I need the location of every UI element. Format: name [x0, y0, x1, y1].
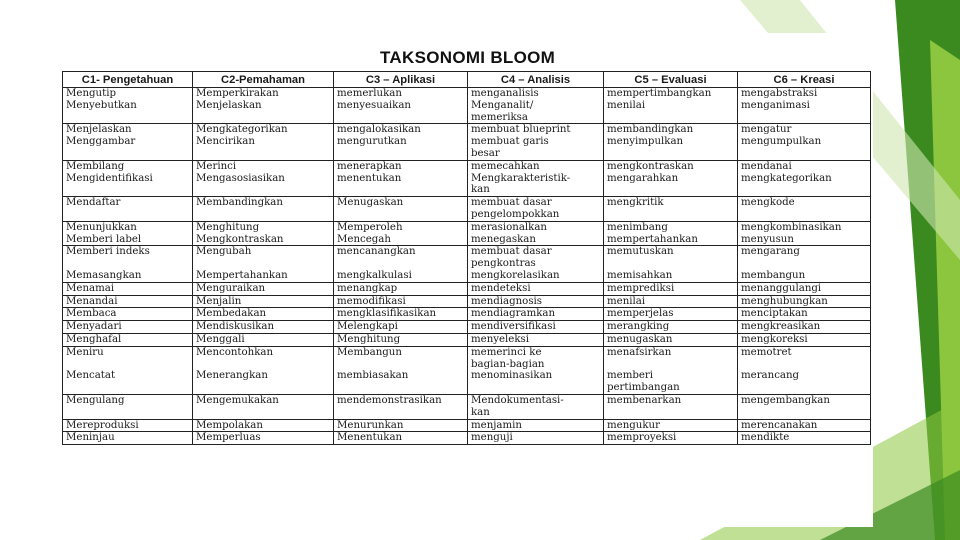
table-cell-c2	[193, 333, 334, 346]
cell-text: menentukan	[337, 172, 402, 184]
cell-text: Menghitung	[337, 333, 401, 345]
table-cell-c2	[193, 124, 334, 136]
cell-text: mengkorelasikan	[471, 269, 560, 281]
table-cell-c2	[193, 432, 334, 445]
table-cell-c5	[604, 124, 738, 136]
cell-text: mengabstraksi	[741, 88, 818, 99]
cell-text: Membandingkan	[196, 197, 283, 209]
cell-text: mendiagnosis	[471, 295, 543, 307]
cell-text: menugaskan	[607, 333, 673, 345]
table-cell-c1	[63, 136, 193, 160]
cell-text: Membangun	[337, 346, 402, 358]
table-cell-c2	[193, 221, 334, 233]
cell-text: Menyebutkan	[66, 99, 137, 111]
cell-text: Mengutip	[66, 88, 116, 99]
table-row	[63, 346, 871, 370]
header-c1: C1- Pengetahuan	[63, 72, 193, 88]
table-cell-c5	[604, 246, 738, 270]
cell-text: mengkalkulasi	[337, 269, 412, 281]
cell-text: memutuskan	[607, 246, 674, 258]
table-cell-c5	[604, 346, 738, 370]
cell-text: mengkoreksi	[741, 333, 808, 345]
table-row	[63, 419, 871, 432]
table-cell-c5	[604, 197, 738, 222]
cell-text: Mencegah	[337, 233, 391, 245]
cell-text: Menentukan	[337, 432, 403, 444]
table-cell-c6	[738, 394, 871, 419]
cell-text: menerapkan	[337, 160, 402, 172]
table-cell-c1	[63, 270, 193, 282]
table-cell-c4	[468, 173, 604, 197]
cell-text: mengurutkan	[337, 136, 407, 148]
cell-text: menguji	[471, 432, 513, 444]
cell-text: merencanakan	[741, 419, 818, 431]
table-cell-c5	[604, 333, 738, 346]
table-cell-c5	[604, 370, 738, 394]
cell-text: Memberi indeks	[66, 246, 150, 258]
header-row	[63, 72, 871, 88]
cell-text: menciptakan	[741, 308, 808, 320]
table-cell-c3	[334, 321, 468, 334]
table-cell-c6	[738, 173, 871, 197]
cell-text: membuat dasar	[471, 246, 552, 258]
cell-text: memerlukan	[337, 88, 402, 99]
table-cell-c3	[334, 270, 468, 282]
cell-text: mengklasifikasikan	[337, 308, 437, 320]
table-cell-c1	[63, 321, 193, 334]
cell-text: Menamai	[66, 282, 115, 294]
cell-text: Menjelaskan	[66, 124, 132, 136]
cell-text: mendanai	[741, 160, 792, 172]
cell-text: menanggulangi	[741, 282, 822, 294]
cell-text: Mengkategorikan	[196, 124, 288, 136]
table-cell-c1	[63, 124, 193, 136]
cell-text: Mengkarakteristik-	[471, 172, 571, 184]
table-cell-c4	[468, 136, 604, 160]
cell-text: mengarang	[741, 246, 800, 258]
cell-text: mendiagramkan	[471, 308, 556, 320]
cell-text: menyeleksi	[471, 333, 529, 345]
cell-text: membandingkan	[607, 124, 694, 136]
cell-text: menominasikan	[471, 370, 553, 382]
cell-text: mempertimbangkan	[607, 88, 712, 99]
table-cell-c6	[738, 295, 871, 308]
table-cell-c6	[738, 308, 871, 321]
table-cell-c6	[738, 88, 871, 100]
table-cell-c2	[193, 197, 334, 222]
table-cell-c6	[738, 321, 871, 334]
cell-text: Membedakan	[196, 308, 267, 320]
cell-text: menjamin	[471, 419, 522, 431]
table-cell-c3	[334, 88, 468, 100]
table-cell-c5	[604, 419, 738, 432]
cell-text: Mengulang	[66, 394, 125, 406]
table-cell-c5	[604, 295, 738, 308]
cell-text: menimbang	[607, 221, 668, 233]
cell-text: menyusun	[741, 233, 794, 245]
table-row	[63, 308, 871, 321]
table-cell-c2	[193, 346, 334, 370]
table-cell-c6	[738, 419, 871, 432]
cell-text: Mendaftar	[66, 197, 121, 209]
page-title: TAKSONOMI BLOOM	[380, 48, 556, 67]
table-cell-c5	[604, 136, 738, 160]
table-cell-c4	[468, 432, 604, 445]
table-cell-c1	[63, 221, 193, 233]
table-cell-c5	[604, 221, 738, 233]
table-cell-c4	[468, 308, 604, 321]
cell-text: mencanangkan	[337, 246, 416, 258]
table-row	[63, 333, 871, 346]
table-cell-c6	[738, 197, 871, 222]
header-c4: C4 – Analisis	[468, 72, 604, 88]
cell-text: mengukur	[607, 419, 660, 431]
cell-text: memecahkan	[471, 160, 540, 172]
cell-text: Menganalit/	[471, 99, 534, 111]
cell-text: pengelompokkan	[471, 208, 560, 220]
table-cell-c5	[604, 173, 738, 197]
cell-text: Mereproduksi	[66, 419, 139, 431]
table-cell-c2	[193, 295, 334, 308]
cell-text: mengkontraskan	[607, 160, 694, 172]
cell-text: Memasangkan	[66, 269, 142, 281]
cell-text: memotret	[741, 346, 792, 358]
table-body	[63, 88, 871, 445]
table-cell-c4	[468, 234, 604, 246]
cell-text: mengkreasikan	[741, 321, 821, 333]
table-cell-c4	[468, 221, 604, 233]
header-c3: C3 – Aplikasi	[334, 72, 468, 88]
cell-text: memperjelas	[607, 308, 674, 320]
table-cell-c3	[334, 100, 468, 124]
table-row	[63, 124, 871, 136]
cell-text: mengkode	[741, 197, 795, 209]
table-cell-c5	[604, 432, 738, 445]
table-cell-c1	[63, 246, 193, 270]
table-cell-c3	[334, 295, 468, 308]
cell-text: merancang	[741, 370, 800, 382]
table-cell-c4	[468, 295, 604, 308]
cell-text: Merinci	[196, 160, 237, 172]
cell-text: Menguraikan	[196, 282, 266, 294]
table-row	[63, 246, 871, 270]
table-cell-c2	[193, 419, 334, 432]
table-cell-c3	[334, 173, 468, 197]
cell-text: Mengkontraskan	[196, 233, 284, 245]
table-row	[63, 370, 871, 394]
table-cell-c3	[334, 197, 468, 222]
cell-text: membenarkan	[607, 394, 682, 406]
cell-text: Menghafal	[66, 333, 122, 345]
table-cell-c3	[334, 346, 468, 370]
cell-text: memerinci ke	[471, 346, 542, 358]
cell-text: Menggali	[196, 333, 245, 345]
table-cell-c3	[334, 432, 468, 445]
table-cell-c4	[468, 124, 604, 136]
table-row	[63, 100, 871, 124]
cell-text: mendeteksi	[471, 282, 531, 294]
cell-text: Mengubah	[196, 246, 252, 258]
cell-text: memberi	[607, 370, 654, 382]
cell-text: membuat garis	[471, 136, 549, 148]
cell-text: Mendiskusikan	[196, 321, 275, 333]
table-cell-c4	[468, 333, 604, 346]
cell-text: mengkategorikan	[741, 172, 832, 184]
cell-text: Memperoleh	[337, 221, 403, 233]
table-header	[63, 72, 871, 88]
cell-text: membiasakan	[337, 370, 409, 382]
table-cell-c1	[63, 173, 193, 197]
cell-text: Menjalin	[196, 295, 242, 307]
table-row	[63, 136, 871, 160]
cell-text: Mengidentifikasi	[66, 172, 153, 184]
table-cell-c6	[738, 246, 871, 270]
table-cell-c3	[334, 234, 468, 246]
table-cell-c3	[334, 370, 468, 394]
cell-text: memeriksa	[471, 111, 528, 123]
table-row	[63, 282, 871, 295]
table-cell-c6	[738, 282, 871, 295]
table-cell-c3	[334, 394, 468, 419]
table-cell-c2	[193, 370, 334, 394]
table-cell-c1	[63, 346, 193, 370]
cell-text: pertimbangan	[607, 382, 680, 394]
cell-text: menganalisis	[471, 88, 539, 99]
table-cell-c1	[63, 160, 193, 172]
cell-text: Meninjau	[66, 432, 115, 444]
table-row	[63, 221, 871, 233]
table-cell-c4	[468, 394, 604, 419]
table-cell-c6	[738, 234, 871, 246]
cell-text: Menugaskan	[337, 197, 404, 209]
table-cell-c4	[468, 370, 604, 394]
table-cell-c6	[738, 270, 871, 282]
table-cell-c6	[738, 221, 871, 233]
table-cell-c2	[193, 234, 334, 246]
table-row	[63, 295, 871, 308]
table-cell-c1	[63, 197, 193, 222]
table-cell-c3	[334, 136, 468, 160]
cell-text: menyimpulkan	[607, 136, 684, 148]
table-cell-c1	[63, 419, 193, 432]
cell-text: memprediksi	[607, 282, 675, 294]
cell-text: menghubungkan	[741, 295, 828, 307]
cell-text: menilai	[607, 295, 646, 307]
table-cell-c2	[193, 136, 334, 160]
table-cell-c2	[193, 173, 334, 197]
table-cell-c1	[63, 432, 193, 445]
table-cell-c2	[193, 308, 334, 321]
cell-text: Mempolakan	[196, 419, 263, 431]
cell-text: menafsirkan	[607, 346, 672, 358]
table-cell-c4	[468, 270, 604, 282]
header-c2: C2-Pemahaman	[193, 72, 334, 88]
cell-text: kan	[471, 184, 490, 196]
table-row	[63, 197, 871, 222]
table-cell-c1	[63, 394, 193, 419]
bloom-taxonomy-table	[62, 71, 871, 445]
table-cell-c1	[63, 333, 193, 346]
table-cell-c1	[63, 100, 193, 124]
table-cell-c5	[604, 270, 738, 282]
cell-text: Menerangkan	[196, 370, 268, 382]
cell-text: Mengemukakan	[196, 394, 279, 406]
cell-text: memproyeksi	[607, 432, 677, 444]
table-cell-c1	[63, 295, 193, 308]
table-row	[63, 394, 871, 419]
cell-text: menilai	[607, 99, 646, 111]
table-cell-c2	[193, 321, 334, 334]
cell-text: mempertahankan	[607, 233, 698, 245]
table-cell-c4	[468, 100, 604, 124]
table-cell-c3	[334, 282, 468, 295]
cell-text: Mengasosiasikan	[196, 172, 285, 184]
table-cell-c2	[193, 160, 334, 172]
cell-text: mengatur	[741, 124, 792, 136]
cell-text: Melengkapi	[337, 321, 398, 333]
table-cell-c6	[738, 124, 871, 136]
cell-text: Mempertahankan	[196, 269, 288, 281]
cell-text: menganimasi	[741, 99, 810, 111]
table-cell-c2	[193, 394, 334, 419]
table-row	[63, 321, 871, 334]
cell-text: Meniru	[66, 346, 104, 358]
table-cell-c6	[738, 432, 871, 445]
cell-text: Menggambar	[66, 136, 136, 148]
table-cell-c6	[738, 333, 871, 346]
table-row	[63, 160, 871, 172]
table-cell-c6	[738, 346, 871, 370]
cell-text: Mendokumentasi-	[471, 394, 564, 406]
table-cell-c1	[63, 234, 193, 246]
table-cell-c4	[468, 419, 604, 432]
table-cell-c6	[738, 370, 871, 394]
cell-text: Memperluas	[196, 432, 261, 444]
table-cell-c3	[334, 246, 468, 270]
cell-text: Menurunkan	[337, 419, 404, 431]
table-cell-c1	[63, 308, 193, 321]
table-row	[63, 173, 871, 197]
table-cell-c5	[604, 160, 738, 172]
cell-text: membuat blueprint	[471, 124, 571, 136]
cell-text: mendiversifikasi	[471, 321, 556, 333]
table-cell-c4	[468, 346, 604, 370]
table-cell-c4	[468, 197, 604, 222]
table-cell-c4	[468, 321, 604, 334]
table-cell-c6	[738, 100, 871, 124]
cell-text: mengkritik	[607, 197, 664, 209]
table-cell-c5	[604, 308, 738, 321]
table-cell-c4	[468, 246, 604, 270]
table-cell-c2	[193, 246, 334, 270]
table-cell-c3	[334, 160, 468, 172]
table-cell-c5	[604, 100, 738, 124]
cell-text: membangun	[741, 269, 806, 281]
cell-text: Menunjukkan	[66, 221, 137, 233]
cell-text: Mencatat	[66, 370, 116, 382]
table-cell-c3	[334, 221, 468, 233]
cell-text: menangkap	[337, 282, 398, 294]
cell-text: mengkombinasikan	[741, 221, 842, 233]
cell-text: merangking	[607, 321, 670, 333]
table-cell-c5	[604, 234, 738, 246]
cell-text: menegaskan	[471, 233, 536, 245]
table-cell-c5	[604, 282, 738, 295]
table-row	[63, 432, 871, 445]
header-c5: C5 – Evaluasi	[604, 72, 738, 88]
table-row	[63, 88, 871, 100]
cell-text: Membilang	[66, 160, 125, 172]
cell-text: mengembangkan	[741, 394, 830, 406]
table-cell-c6	[738, 136, 871, 160]
table-cell-c5	[604, 321, 738, 334]
cell-text: mengarahkan	[607, 172, 679, 184]
table-cell-c1	[63, 282, 193, 295]
cell-text: pengkontras	[471, 258, 536, 270]
cell-text: menyesuaikan	[337, 99, 411, 111]
cell-text: Menandai	[66, 295, 118, 307]
table-cell-c2	[193, 88, 334, 100]
cell-text: Membaca	[66, 308, 117, 320]
cell-text: Mencirikan	[196, 136, 255, 148]
cell-text: Menghitung	[196, 221, 260, 233]
cell-text: Memperkirakan	[196, 88, 279, 99]
cell-text: besar	[471, 147, 500, 159]
cell-text: Mencontohkan	[196, 346, 274, 358]
table-cell-c5	[604, 394, 738, 419]
cell-text: memodifikasi	[337, 295, 406, 307]
table-cell-c3	[334, 419, 468, 432]
cell-text: mendemonstrasikan	[337, 394, 442, 406]
table-cell-c5	[604, 88, 738, 100]
table-cell-c2	[193, 100, 334, 124]
cell-text: Menyadari	[66, 321, 122, 333]
header-c6: C6 – Kreasi	[738, 72, 871, 88]
table-cell-c2	[193, 282, 334, 295]
table-cell-c1	[63, 88, 193, 100]
table-cell-c1	[63, 370, 193, 394]
cell-text: mendikte	[741, 432, 790, 444]
cell-text: Memberi label	[66, 233, 142, 245]
table-row	[63, 270, 871, 282]
cell-text: mengumpulkan	[741, 136, 822, 148]
cell-text: kan	[471, 406, 490, 418]
table-cell-c6	[738, 160, 871, 172]
table-cell-c4	[468, 88, 604, 100]
table-row	[63, 234, 871, 246]
table-cell-c3	[334, 124, 468, 136]
table-cell-c4	[468, 282, 604, 295]
cell-text: membuat dasar	[471, 197, 552, 209]
table-cell-c2	[193, 270, 334, 282]
table-cell-c3	[334, 308, 468, 321]
table-cell-c3	[334, 333, 468, 346]
cell-text: memisahkan	[607, 269, 673, 281]
cell-text: merasionalkan	[471, 221, 547, 233]
cell-text: bagian-bagian	[471, 358, 545, 370]
cell-text: Menjelaskan	[196, 99, 262, 111]
table-cell-c4	[468, 160, 604, 172]
cell-text: mengalokasikan	[337, 124, 421, 136]
